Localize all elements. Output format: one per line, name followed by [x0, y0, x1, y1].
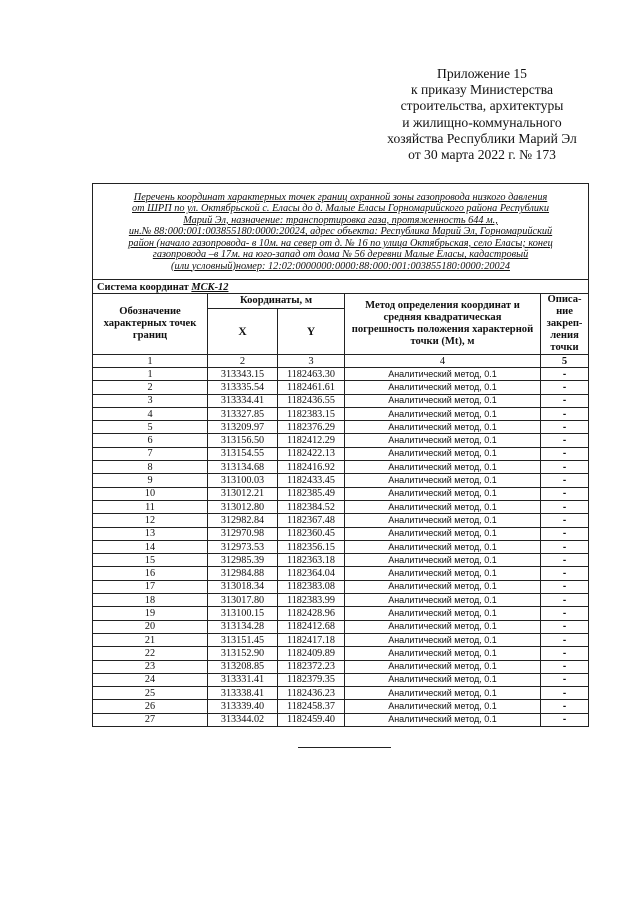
description-cell: -	[541, 607, 589, 620]
table-row	[93, 647, 589, 660]
annex-line: хозяйства Республики Марий Эл	[387, 130, 577, 146]
table-row	[93, 434, 589, 447]
y-coordinate-cell: 1182436.55	[278, 394, 345, 407]
method-cell: Аналитический метод, 0.1	[345, 620, 541, 633]
table-row	[93, 673, 589, 686]
y-coordinate-cell: 1182409.89	[278, 647, 345, 660]
point-number-cell: 26	[93, 700, 208, 713]
y-coordinate-cell: 1182385.49	[278, 487, 345, 500]
header-description: Описа-ние закреп-ления точки	[541, 294, 589, 355]
method-cell: Аналитический метод, 0.1	[345, 394, 541, 407]
y-coordinate-cell: 1182458.37	[278, 700, 345, 713]
table-row	[93, 540, 589, 553]
column-number: 1	[93, 355, 208, 368]
point-number-cell: 12	[93, 514, 208, 527]
method-cell: Аналитический метод, 0.1	[345, 540, 541, 553]
x-coordinate-cell: 313100.15	[208, 607, 278, 620]
method-cell: Аналитический метод, 0.1	[345, 580, 541, 593]
method-cell: Аналитический метод, 0.1	[345, 447, 541, 460]
point-number-cell: 24	[93, 673, 208, 686]
description-cell: -	[541, 700, 589, 713]
x-coordinate-cell: 313017.80	[208, 594, 278, 607]
point-number-cell: 14	[93, 540, 208, 553]
method-cell: Аналитический метод, 0.1	[345, 461, 541, 474]
description-cell: -	[541, 407, 589, 420]
point-number-cell: 22	[93, 647, 208, 660]
x-coordinate-cell: 313335.54	[208, 381, 278, 394]
description-cell: -	[541, 514, 589, 527]
y-coordinate-cell: 1182383.99	[278, 594, 345, 607]
method-cell: Аналитический метод, 0.1	[345, 673, 541, 686]
method-cell: Аналитический метод, 0.1	[345, 687, 541, 700]
table-row	[93, 620, 589, 633]
description-cell: -	[541, 434, 589, 447]
x-coordinate-cell: 313344.02	[208, 713, 278, 726]
x-coordinate-cell: 313154.55	[208, 447, 278, 460]
point-number-cell: 23	[93, 660, 208, 673]
table-row	[93, 687, 589, 700]
table-row	[93, 554, 589, 567]
x-coordinate-cell: 313339.40	[208, 700, 278, 713]
description-cell: -	[541, 461, 589, 474]
point-number-cell: 1	[93, 368, 208, 381]
table-row	[93, 500, 589, 513]
coordinate-system-value: МСК-12	[191, 281, 229, 293]
point-number-cell: 4	[93, 407, 208, 420]
description-cell: -	[541, 633, 589, 646]
point-number-cell: 18	[93, 594, 208, 607]
method-cell: Аналитический метод, 0.1	[345, 567, 541, 580]
x-coordinate-cell: 313208.85	[208, 660, 278, 673]
description-cell: -	[541, 594, 589, 607]
description-cell: -	[541, 394, 589, 407]
point-number-cell: 9	[93, 474, 208, 487]
method-cell: Аналитический метод, 0.1	[345, 554, 541, 567]
method-cell: Аналитический метод, 0.1	[345, 368, 541, 381]
method-cell: Аналитический метод, 0.1	[345, 500, 541, 513]
y-coordinate-cell: 1182367.48	[278, 514, 345, 527]
caption-line: Марий Эл, назначение: транспортировка газа, протяженность 644 м.,	[183, 214, 498, 226]
coordinate-system	[93, 280, 589, 294]
description-cell: -	[541, 660, 589, 673]
column-number: 5	[541, 355, 589, 368]
y-coordinate-cell: 1182379.35	[278, 673, 345, 686]
table-row	[93, 713, 589, 726]
table-row	[93, 660, 589, 673]
x-coordinate-cell: 313012.80	[208, 500, 278, 513]
coordinate-system-label: Система координат	[97, 281, 189, 293]
method-cell: Аналитический метод, 0.1	[345, 434, 541, 447]
method-cell: Аналитический метод, 0.1	[345, 594, 541, 607]
description-cell: -	[541, 447, 589, 460]
annex-line: Приложение 15	[437, 66, 527, 81]
point-number-cell: 16	[93, 567, 208, 580]
header-method: Метод определения координат и средняя квадратическая погрешность положения характерной точки (Mt), м	[345, 294, 541, 355]
y-coordinate-cell: 1182422.13	[278, 447, 345, 460]
x-coordinate-cell: 313338.41	[208, 687, 278, 700]
column-number: 4	[345, 355, 541, 368]
column-number: 3	[278, 355, 345, 368]
point-number-cell: 20	[93, 620, 208, 633]
description-cell: -	[541, 527, 589, 540]
description-cell: -	[541, 540, 589, 553]
annex-line: строительства, архитектуры	[400, 98, 564, 114]
description-cell: -	[541, 620, 589, 633]
x-coordinate-cell: 312970.98	[208, 527, 278, 540]
x-coordinate-cell: 313134.28	[208, 620, 278, 633]
caption-line: газопровода –в 17м. на юго-запад от дома № 56 деревни Малые Еласы, кадастровый	[152, 249, 529, 261]
method-cell: Аналитический метод, 0.1	[345, 660, 541, 673]
x-coordinate-cell: 313327.85	[208, 407, 278, 420]
header-designation: Обозначение характерных точек границ	[93, 294, 208, 355]
description-cell: -	[541, 647, 589, 660]
y-coordinate-cell: 1182372.23	[278, 660, 345, 673]
method-cell: Аналитический метод, 0.1	[345, 700, 541, 713]
table-row	[93, 474, 589, 487]
table-row	[93, 381, 589, 394]
header-x: X	[208, 309, 278, 355]
method-cell: Аналитический метод, 0.1	[345, 633, 541, 646]
method-cell: Аналитический метод, 0.1	[345, 647, 541, 660]
caption-line: от ШРП по ул. Октябрьской с. Еласы до д. Малые Еласы Горномарийского района Республики	[132, 203, 550, 215]
table-row	[93, 407, 589, 420]
y-coordinate-cell: 1182364.04	[278, 567, 345, 580]
point-number-cell: 15	[93, 554, 208, 567]
description-cell: -	[541, 567, 589, 580]
point-number-cell: 10	[93, 487, 208, 500]
coordinates-table	[92, 183, 589, 727]
x-coordinate-cell: 312982.84	[208, 514, 278, 527]
y-coordinate-cell: 1182360.45	[278, 527, 345, 540]
description-cell: -	[541, 554, 589, 567]
point-number-cell: 3	[93, 394, 208, 407]
y-coordinate-cell: 1182383.08	[278, 580, 345, 593]
point-number-cell: 13	[93, 527, 208, 540]
point-number-cell: 2	[93, 381, 208, 394]
point-number-cell: 5	[93, 421, 208, 434]
x-coordinate-cell: 313343.15	[208, 368, 278, 381]
annex-line: от 30 марта 2022 г. № 173	[408, 147, 556, 163]
table-row	[93, 700, 589, 713]
x-coordinate-cell: 313151.45	[208, 633, 278, 646]
header-coordinates: Координаты, м	[208, 294, 345, 309]
description-cell: -	[541, 500, 589, 513]
x-coordinate-cell: 313012.21	[208, 487, 278, 500]
x-coordinate-cell: 313334.41	[208, 394, 278, 407]
table-row	[93, 368, 589, 381]
x-coordinate-cell: 312984.88	[208, 567, 278, 580]
y-coordinate-cell: 1182356.15	[278, 540, 345, 553]
table-row	[93, 580, 589, 593]
point-number-cell: 25	[93, 687, 208, 700]
y-coordinate-cell: 1182416.92	[278, 461, 345, 474]
x-coordinate-cell: 313134.68	[208, 461, 278, 474]
description-cell: -	[541, 381, 589, 394]
point-number-cell: 7	[93, 447, 208, 460]
table-row	[93, 421, 589, 434]
description-cell: -	[541, 368, 589, 381]
description-cell: -	[541, 713, 589, 726]
point-number-cell: 19	[93, 607, 208, 620]
table-row	[93, 567, 589, 580]
y-coordinate-cell: 1182412.29	[278, 434, 345, 447]
table-row	[93, 594, 589, 607]
table-row	[93, 394, 589, 407]
method-cell: Аналитический метод, 0.1	[345, 407, 541, 420]
column-number: 2	[208, 355, 278, 368]
table-caption	[93, 184, 589, 280]
y-coordinate-cell: 1182428.96	[278, 607, 345, 620]
table-row	[93, 461, 589, 474]
table-row	[93, 633, 589, 646]
x-coordinate-cell: 312985.39	[208, 554, 278, 567]
point-number-cell: 6	[93, 434, 208, 447]
y-coordinate-cell: 1182363.18	[278, 554, 345, 567]
point-number-cell: 11	[93, 500, 208, 513]
annex-line: и жилищно-коммунального	[402, 114, 562, 130]
signature-line	[298, 747, 391, 748]
y-coordinate-cell: 1182417.18	[278, 633, 345, 646]
x-coordinate-cell: 313156.50	[208, 434, 278, 447]
method-cell: Аналитический метод, 0.1	[345, 381, 541, 394]
method-cell: Аналитический метод, 0.1	[345, 421, 541, 434]
caption-line: (или условный)номер: 12:02:0000000:0000:88:000:001:003855180:0000:20024	[171, 260, 510, 272]
point-number-cell: 8	[93, 461, 208, 474]
y-coordinate-cell: 1182383.15	[278, 407, 345, 420]
description-cell: -	[541, 474, 589, 487]
x-coordinate-cell: 313018.34	[208, 580, 278, 593]
annex-header	[382, 66, 582, 163]
table-row	[93, 514, 589, 527]
y-coordinate-cell: 1182376.29	[278, 421, 345, 434]
method-cell: Аналитический метод, 0.1	[345, 713, 541, 726]
method-cell: Аналитический метод, 0.1	[345, 487, 541, 500]
y-coordinate-cell: 1182433.45	[278, 474, 345, 487]
caption-line: Перечень координат характерных точек границ охранной зоны газопровода низкого давления	[133, 192, 548, 204]
caption-line: ин.№ 88:000:001:003855180:0000:20024, адрес объекта: Республика Марий Эл, Горномарийский	[128, 226, 553, 238]
y-coordinate-cell: 1182412.68	[278, 620, 345, 633]
description-cell: -	[541, 580, 589, 593]
y-coordinate-cell: 1182436.23	[278, 687, 345, 700]
table-row	[93, 447, 589, 460]
method-cell: Аналитический метод, 0.1	[345, 527, 541, 540]
x-coordinate-cell: 313152.90	[208, 647, 278, 660]
method-cell: Аналитический метод, 0.1	[345, 514, 541, 527]
method-cell: Аналитический метод, 0.1	[345, 474, 541, 487]
y-coordinate-cell: 1182463.30	[278, 368, 345, 381]
description-cell: -	[541, 687, 589, 700]
point-number-cell: 21	[93, 633, 208, 646]
x-coordinate-cell: 313331.41	[208, 673, 278, 686]
y-coordinate-cell: 1182459.40	[278, 713, 345, 726]
table-row	[93, 487, 589, 500]
description-cell: -	[541, 673, 589, 686]
description-cell: -	[541, 421, 589, 434]
x-coordinate-cell: 313209.97	[208, 421, 278, 434]
x-coordinate-cell: 312973.53	[208, 540, 278, 553]
y-coordinate-cell: 1182461.61	[278, 381, 345, 394]
table-row	[93, 607, 589, 620]
annex-line: к приказу Министерства	[410, 82, 554, 98]
header-y: Y	[278, 309, 345, 355]
point-number-cell: 27	[93, 713, 208, 726]
method-cell: Аналитический метод, 0.1	[345, 607, 541, 620]
x-coordinate-cell: 313100.03	[208, 474, 278, 487]
y-coordinate-cell: 1182384.52	[278, 500, 345, 513]
point-number-cell: 17	[93, 580, 208, 593]
caption-line: район (начало газопровода- в 10м. на север от д. № 16 по улица Октябрьская, село Еласы; конец	[128, 237, 553, 249]
table-row	[93, 527, 589, 540]
description-cell: -	[541, 487, 589, 500]
